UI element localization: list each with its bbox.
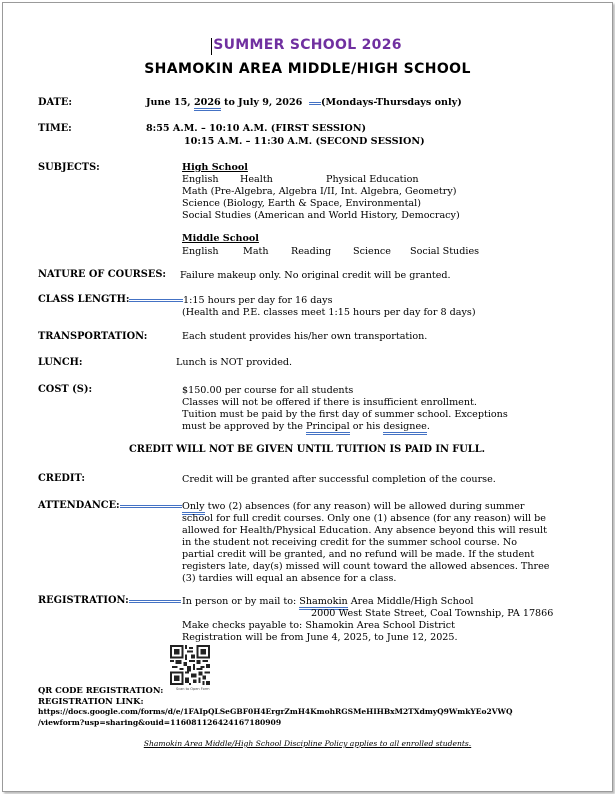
subjects-label: SUBJECTS:	[38, 162, 100, 173]
registration-label	[38, 595, 181, 606]
qr-registration-label: QR CODE REGISTRATION:	[38, 685, 164, 695]
ms-reading: Reading	[291, 246, 332, 257]
cost-designee: designee	[383, 421, 427, 435]
qr-code-image[interactable]	[170, 645, 210, 685]
time-line-2: 10:15 A.M. – 11:30 A.M. (SECOND SESSION)	[184, 136, 425, 147]
cost-line-4-start: must be approved by the	[182, 421, 306, 432]
registration-school: Area Middle/High School	[347, 596, 474, 607]
credit-notice: CREDIT WILL NOT BE GIVEN UNTIL TUITION IS PAID IN FULL.	[129, 444, 485, 455]
registration-dates: Registration will be from June 4, 2025, to June 12, 2025.	[182, 632, 458, 643]
nature-value: Failure makeup only. No original credit will be granted.	[180, 270, 451, 281]
cost-principal: Principal	[306, 421, 350, 435]
cost-line-1: $150.00 per course for all students	[182, 385, 354, 396]
registration-link-label: REGISTRATION LINK:	[38, 696, 144, 706]
cost-line-3: Tuition must be paid by the first day of summer school. Exceptions	[182, 409, 508, 420]
lunch-label: LUNCH:	[38, 357, 83, 368]
summer-school-title: SUMMER SCHOOL 2026	[213, 37, 402, 53]
attendance-line-5: partial credit will be granted, and no refund will be made. If the student	[182, 549, 535, 560]
class-length-line-1: 1:15 hours per day for 16 days	[183, 295, 333, 306]
registration-line-1	[182, 596, 473, 607]
credit-value: Credit will be granted after successful completion of the course.	[182, 474, 496, 485]
attendance-line-4: in the student not receiving credit for the summer school course. No	[182, 537, 518, 548]
cost-line-4-end: .	[426, 421, 430, 432]
registration-link-line-1[interactable]: https://docs.google.com/forms/d/e/1FAIpQLSeGBF0H4ErgrZmH4KmohRGSMeHIHBxM2TXdmyQ9WmkYEo2VWQ	[38, 707, 513, 716]
hs-physical-education: Physical Education	[326, 174, 419, 185]
registration-link-line-2[interactable]: /viewform?usp=sharing&ouid=116081126424167180909	[38, 718, 282, 727]
class-length-label-text: CLASS LENGTH:	[38, 294, 130, 305]
transportation-value: Each student provides his/her own transportation.	[182, 331, 428, 342]
registration-label-text: REGISTRATION:	[38, 595, 129, 606]
credit-label: CREDIT:	[38, 473, 86, 484]
attendance-line-3: allowed for Health/Physical Education. Any absence beyond this will result	[182, 525, 547, 536]
ms-social-studies: Social Studies	[410, 246, 480, 257]
date-value	[146, 97, 462, 108]
attendance-line-1	[182, 501, 524, 512]
discipline-policy-footer	[0, 739, 615, 748]
attendance-only: Only	[182, 501, 205, 515]
date-blank	[309, 102, 321, 105]
time-label: TIME:	[38, 123, 72, 134]
registration-blank	[129, 600, 181, 603]
registration-checks: Make checks payable to: Shamokin Area School District	[182, 620, 455, 631]
attendance-line-6: registers late, day(s) missed will count toward the allowed absences. Three	[182, 561, 550, 572]
attendance-label-text: ATTENDANCE:	[38, 500, 120, 511]
hs-health: Health	[240, 174, 273, 185]
hs-social-studies: Social Studies (American and World History, Democracy)	[182, 210, 460, 221]
ms-math: Math	[243, 246, 269, 257]
hs-english: English	[182, 174, 219, 185]
time-line-1: 8:55 A.M. – 10:10 A.M. (FIRST SESSION)	[146, 123, 367, 134]
nature-label: NATURE OF COURSES:	[38, 269, 167, 280]
middle-school-heading: Middle School	[182, 233, 259, 244]
attendance-line-7: (3) tardies will equal an absence for a class.	[182, 573, 397, 584]
date-end: to July 9, 2026	[220, 97, 303, 108]
cost-line-2: Classes will not be offered if there is insufficient enrollment.	[182, 397, 477, 408]
registration-mail-to: In person or by mail to:	[182, 596, 300, 607]
hs-science: Science (Biology, Earth & Space, Environmental)	[182, 198, 421, 209]
date-year: 2026	[194, 97, 221, 111]
high-school-heading: High School	[182, 162, 248, 173]
ms-english: English	[182, 246, 219, 257]
class-length-blank	[129, 299, 183, 302]
discipline-policy-text: Shamokin Area Middle/High School Discipline Policy applies to all enrolled students.	[143, 739, 472, 748]
class-length-line-2: (Health and P.E. classes meet 1:15 hours per day for 8 days)	[182, 307, 476, 318]
registration-address: 2000 West State Street, Coal Township, PA 17866	[311, 608, 554, 619]
date-days: (Mondays-Thursdays only)	[321, 97, 462, 108]
date-start: June 15,	[146, 97, 194, 108]
attendance-blank	[120, 505, 182, 508]
cost-line-4	[182, 421, 430, 432]
registration-shamokin: Shamokin	[299, 596, 347, 610]
hs-math: Math (Pre-Algebra, Algebra I/II, Int. Algebra, Geometry)	[182, 186, 457, 197]
qr-caption: Scan to Open Form	[176, 687, 210, 691]
school-name-title: SHAMOKIN AREA MIDDLE/HIGH SCHOOL	[144, 61, 471, 77]
attendance-line-1-text: two (2) absences (for any reason) will be allowed during summer	[204, 501, 525, 512]
attendance-line-2: school for full credit courses. Only one (1) absence (for any reason) will be	[182, 513, 546, 524]
class-length-label	[38, 294, 183, 305]
cost-line-4-mid: or his	[349, 421, 384, 432]
lunch-value: Lunch is NOT provided.	[176, 357, 293, 368]
date-label: DATE:	[38, 97, 72, 108]
transportation-label: TRANSPORTATION:	[38, 331, 148, 342]
attendance-label	[38, 500, 182, 511]
ms-science: Science	[353, 246, 391, 257]
cost-label: COST (S):	[38, 384, 93, 395]
